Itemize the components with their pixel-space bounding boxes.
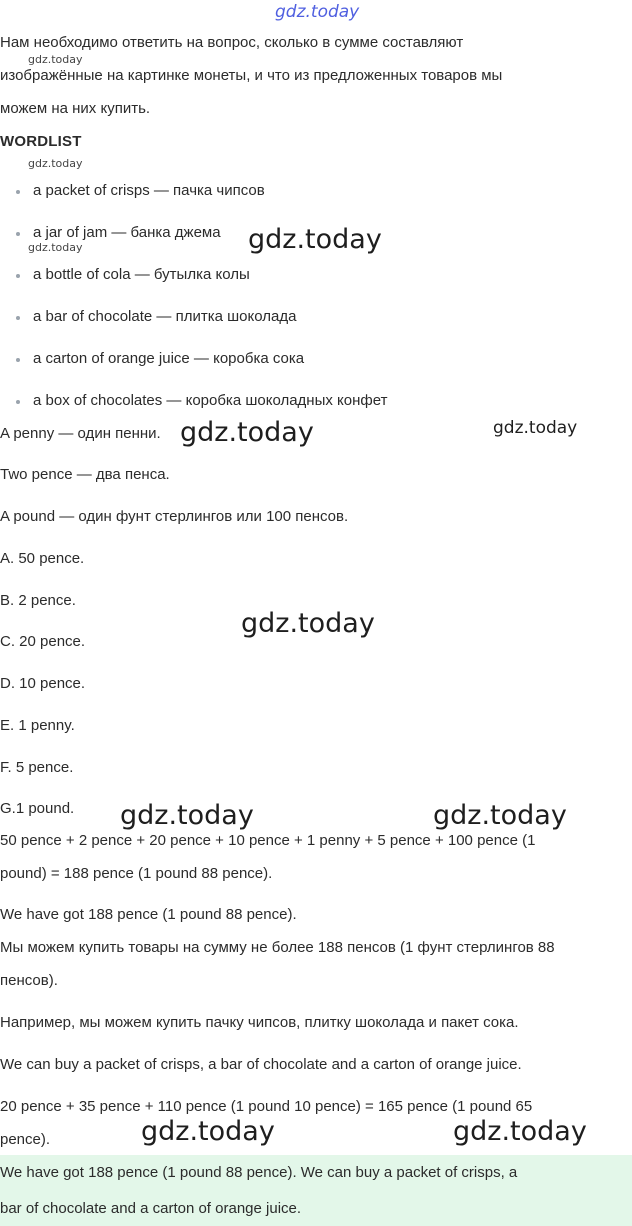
watermark-large: gdz.today [453,1116,587,1147]
watermark-tiny-2: gdz.today [28,157,83,170]
sum-line-2: pound) = 188 pence (1 pound 88 pence). [0,865,273,882]
wordlist-item: a bottle of cola — бутылка колы [33,266,250,283]
answer-box [0,1155,632,1226]
definition-two-pence: Two pence — два пенса. [0,466,170,483]
watermark-top: gdz.today [275,2,360,22]
bullet-icon [16,358,20,362]
coin-g: G.1 pound. [0,800,75,817]
coin-a: A. 50 pence. [0,550,85,567]
watermark-large: gdz.today [241,608,375,639]
coin-d: D. 10 pence. [0,675,86,692]
wordlist-item: a bar of chocolate — плитка шоколада [33,308,297,325]
cost-line-1: 20 pence + 35 pence + 110 pence (1 pound 10 pence) = 165 pence (1 pound 65 [0,1098,533,1115]
wordlist-item: a jar of jam — банка джема [33,224,221,241]
buy-ru-line-1: Мы можем купить товары на сумму не более 188 пенсов (1 фунт стерлингов 88 [0,939,555,956]
wordlist-item: a carton of orange juice — коробка сока [33,350,305,367]
bullet-icon [16,232,20,236]
buy-ru-line-2: пенсов). [0,972,58,989]
bullet-icon [16,274,20,278]
example-ru: Например, мы можем купить пачку чипсов, плитку шоколада и пакет сока. [0,1014,519,1031]
sum-line-1: 50 pence + 2 pence + 20 pence + 10 pence + 1 penny + 5 pence + 100 pence (1 [0,832,536,849]
intro-line-3: можем на них купить. [0,100,151,117]
cost-line-2: pence). [0,1131,51,1148]
watermark-large: gdz.today [180,417,314,448]
bullet-icon [16,190,20,194]
wordlist-heading: WORDLIST [0,133,82,150]
watermark-medium: gdz.today [493,418,578,438]
total-en: We have got 188 pence (1 pound 88 pence). [0,906,297,923]
bullet-icon [16,400,20,404]
coin-c: C. 20 pence. [0,633,86,650]
watermark-large: gdz.today [248,224,382,255]
coin-f: F. 5 pence. [0,759,74,776]
watermark-large: gdz.today [141,1116,275,1147]
bullet-icon [16,316,20,320]
wordlist-item: a box of chocolates — коробка шоколадных конфет [33,392,388,409]
definition-pound: A pound — один фунт стерлингов или 100 пенсов. [0,508,349,525]
watermark-tiny-3: gdz.today [28,241,83,254]
answer-line-1: We have got 188 pence (1 pound 88 pence). We can buy a packet of crisps, a [0,1164,518,1181]
watermark-large: gdz.today [433,800,567,831]
answer-line-2: bar of chocolate and a carton of orange juice. [0,1200,302,1217]
example-en: We can buy a packet of crisps, a bar of chocolate and a carton of orange juice. [0,1056,522,1073]
coin-e: E. 1 penny. [0,717,75,734]
intro-line-1: Нам необходимо ответить на вопрос, сколько в сумме составляют [0,34,464,51]
watermark-large: gdz.today [120,800,254,831]
intro-line-2: изображённые на картинке монеты, и что из предложенных товаров мы [0,67,503,84]
definition-penny: A penny — один пенни. [0,425,161,442]
coin-b: B. 2 pence. [0,592,76,609]
wordlist-item: a packet of crisps — пачка чипсов [33,182,265,199]
watermark-tiny-1: gdz.today [28,53,83,66]
